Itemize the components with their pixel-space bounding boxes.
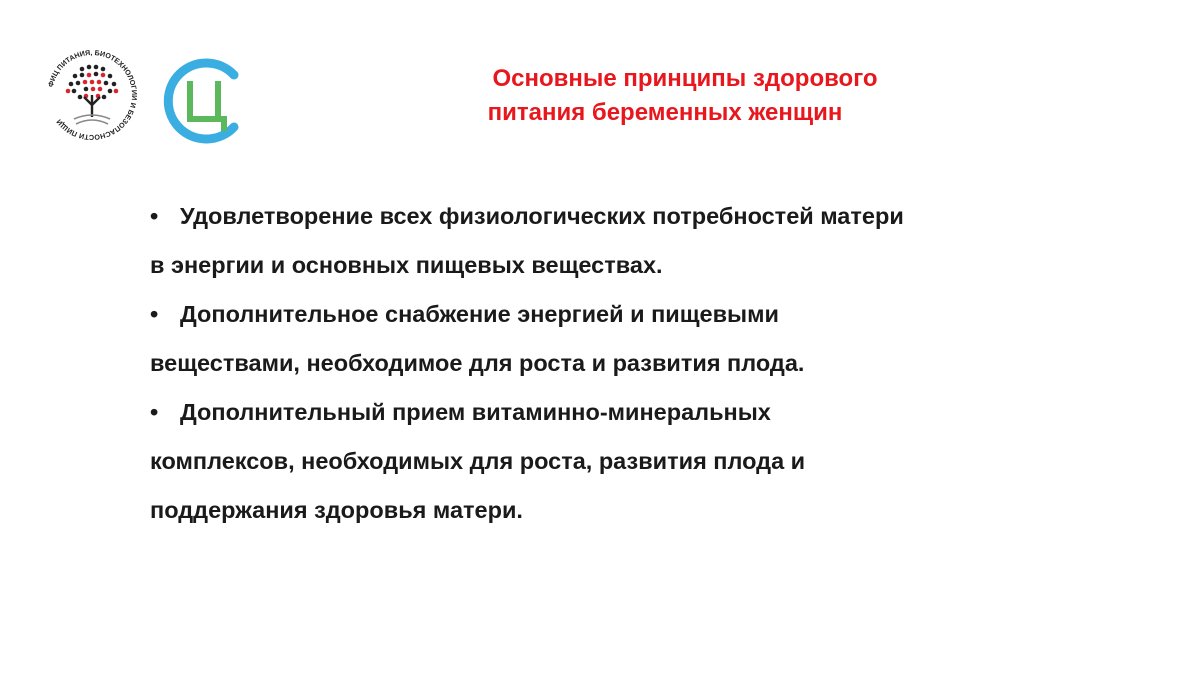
bullet-3-line-3: поддержания здоровья матери.	[150, 497, 523, 523]
slide-title	[400, 62, 970, 130]
institute-tree-logo-icon	[42, 45, 142, 145]
bullet-3-line-2: комплексов, необходимых для роста, развития плода и	[150, 448, 806, 474]
title-line-2: питания беременных женщин	[487, 99, 843, 126]
bullet-1-line-1: • Удовлетворение всех физиологических потребностей матери	[150, 192, 1080, 241]
bullet-2-line-2: веществами, необходимое для роста и развития плода.	[150, 350, 805, 376]
letter-c-logo-icon	[160, 55, 252, 147]
bullet-marker: •	[150, 301, 159, 327]
bullet-3-line-1: • Дополнительный прием витаминно-минеральных	[150, 388, 1080, 437]
bullet-1-line-2: в энергии и основных пищевых веществах.	[150, 252, 663, 278]
bullet-2-line-1: • Дополнительное снабжение энергией и пищевыми	[150, 290, 1080, 339]
bullet-marker: •	[150, 203, 159, 229]
svg-text:ФИЦ ПИТАНИЯ, БИОТЕХНОЛОГИИ И Б: ФИЦ ПИТАНИЯ, БИОТЕХНОЛОГИИ И БЕЗОПАСНОСТИ ПИЩИ	[45, 47, 140, 143]
bullet-list	[150, 192, 1080, 535]
bullet-marker: •	[150, 399, 159, 425]
title-line-1: Основные принципы здорового	[492, 65, 878, 92]
